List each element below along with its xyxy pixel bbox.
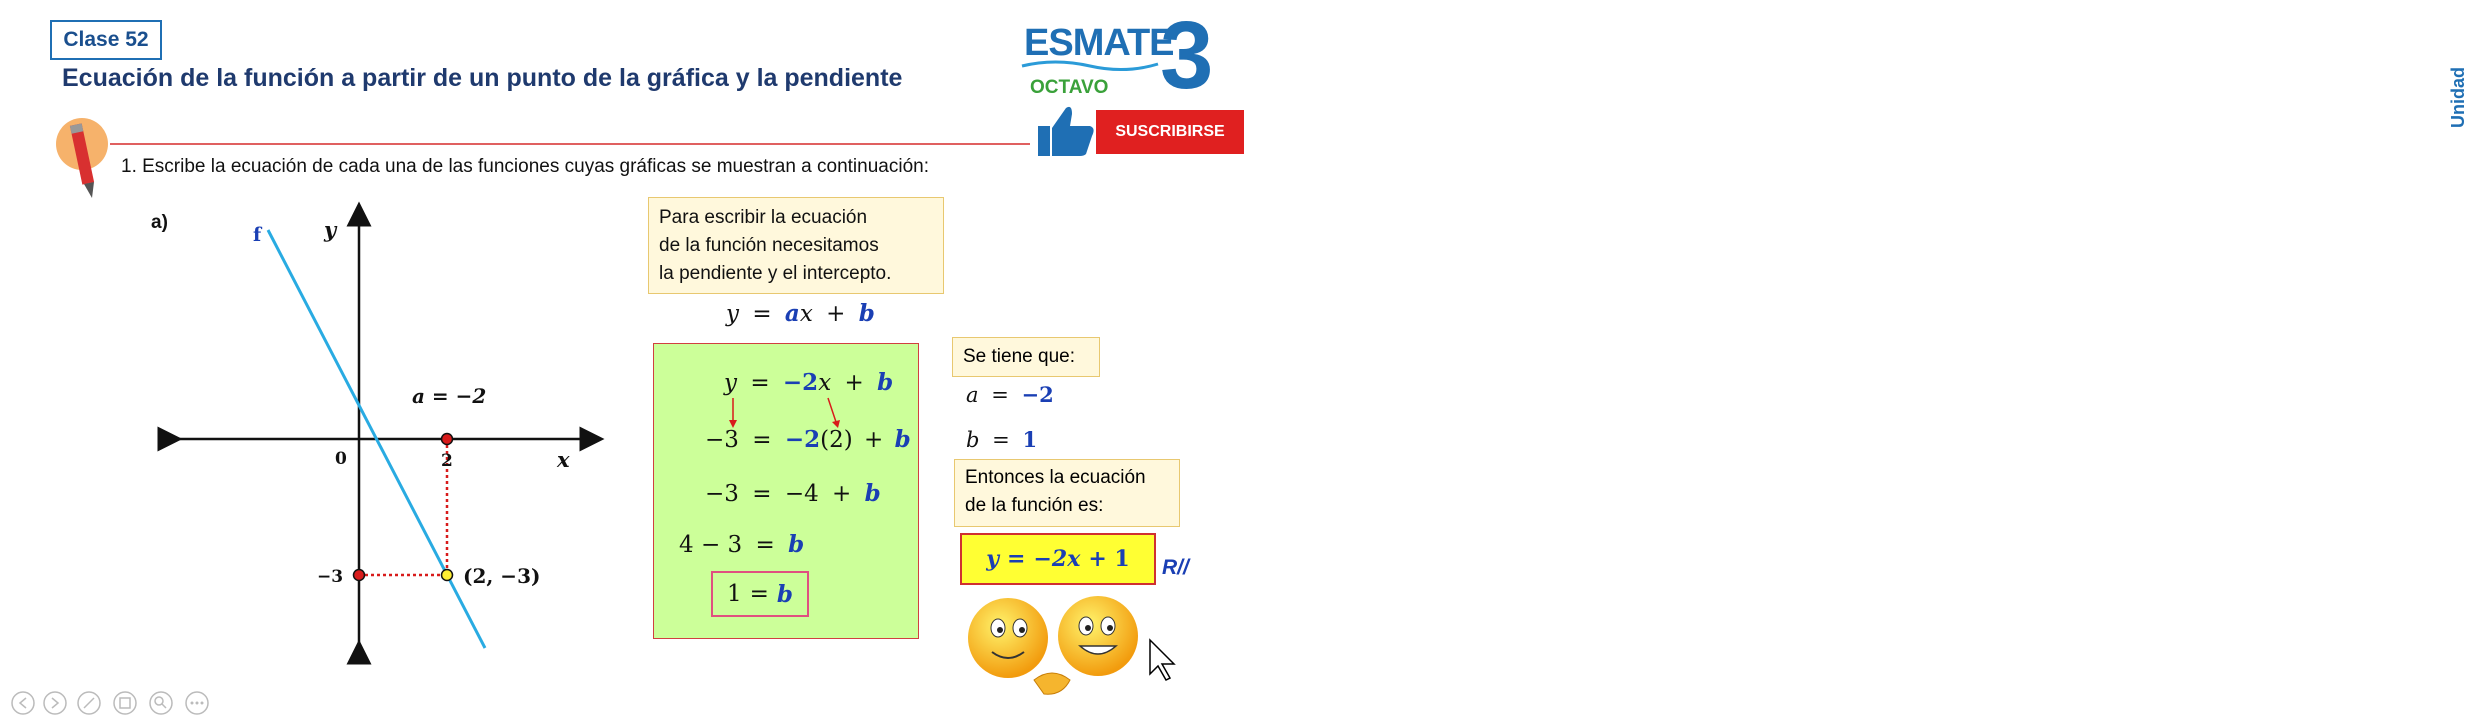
note-line: la pendiente y el intercepto.	[659, 263, 892, 284]
y-axis-label: y	[324, 217, 337, 242]
logo-wave-icon	[1020, 56, 1160, 76]
y-tick-label: −3	[317, 567, 344, 587]
step-5-result: 1 = b	[711, 571, 809, 617]
step-2: −3 = −2(2) + b	[705, 426, 911, 453]
general-formula: y = ax + b	[726, 300, 875, 327]
slide-toolbar[interactable]	[10, 690, 220, 716]
method-note	[648, 197, 944, 294]
slope-label: a = −2	[412, 384, 487, 408]
class-number-badge: Clase 52	[50, 20, 162, 60]
part-label: a)	[151, 212, 168, 233]
step-1: y = −2x + b	[724, 369, 894, 396]
prev-slide-icon	[12, 692, 34, 714]
step-3: −3 = −4 + b	[705, 480, 881, 507]
function-graph	[160, 200, 620, 670]
origin-label: 0	[335, 449, 347, 469]
exercise-instruction: 1. Escribe la ecuación de cada una de las funciones cuyas gráficas se muestran a continuación:	[121, 156, 929, 177]
subscribe-button[interactable]: SUSCRIBIRSE	[1096, 110, 1244, 154]
x-tick-label: 2	[441, 451, 453, 471]
slides-icon	[114, 692, 136, 714]
note-line: Para escribir la ecuación	[659, 207, 868, 228]
handshake-smileys-icon	[962, 596, 1182, 706]
final-answer: y = −2x + 1	[960, 533, 1156, 585]
zoom-icon	[150, 692, 172, 714]
thumbs-up-icon	[1036, 104, 1096, 158]
given-b: b = 1	[966, 427, 1038, 452]
given-point	[442, 570, 453, 581]
given-a: a = −2	[966, 382, 1054, 407]
step-4: 4 − 3 = b	[679, 531, 805, 558]
substitution-arrows	[724, 396, 854, 430]
x-axis-label: x	[557, 447, 570, 472]
conclusion-note: Entonces la ecuación de la función es:	[954, 459, 1180, 527]
pencil-icon	[54, 118, 114, 202]
logo-brand: ESMATE	[1024, 22, 1174, 64]
function-label: f	[253, 224, 262, 246]
next-slide-icon	[44, 692, 66, 714]
point-label: (2, −3)	[463, 564, 541, 588]
x-intercept-point	[442, 434, 453, 445]
logo-grade: OCTAVO	[1030, 77, 1109, 98]
note-line: de la función necesitamos	[659, 235, 879, 256]
page-title: Ecuación de la función a partir de un punto de la gráfica y la pendiente	[62, 64, 903, 92]
logo-unit-number: 3	[1160, 2, 1214, 109]
y-tick-point	[354, 570, 365, 581]
title-divider	[110, 143, 1030, 145]
given-note: Se tiene que:	[952, 337, 1100, 377]
logo-unit-label: Unidad	[2448, 67, 2468, 128]
answer-mark: R//	[1162, 556, 1189, 579]
